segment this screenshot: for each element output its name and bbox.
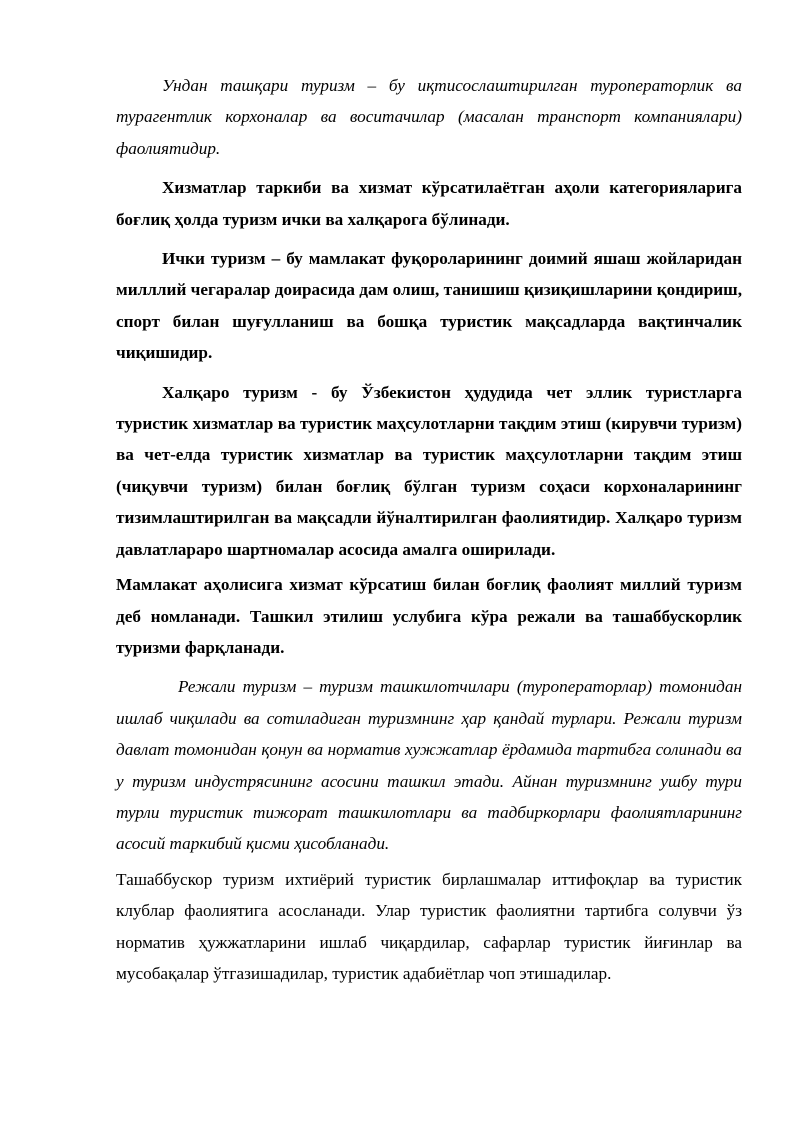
paragraph-international-tourism: Халқаро туризм - бу Ўзбекистон ҳудудида чет эллик туристларга туристик хизматлар ва туристик маҳсулотларни тақдим этиш (кирувчи туризм) ва чет-елда туристик хизматлар ва туристик маҳсулотларни тақдим этиш (чиқувчи туризм) билан боғлиқ бўлган туризм соҳаси корхоналарининг тизимлаштирилган ва мақсадли йўналтирилган фаолиятидир. Халқаро туризм давлатлараро шартномалар асосида амалга оширилади. xyxy=(116,382,742,559)
paragraph-domestic-tourism: Ички туризм – бу мамлакат фуқороларининг доимий яшаш жойларидан милллий чегаралар доирасида дам олиш, танишиш қизиқишларини қондириш, спорт билан шуғулланиш ва бошқа туристик мақсадларда вақтинчалик чиқишидир. xyxy=(116,249,742,363)
document-page xyxy=(116,70,742,989)
paragraph-planned-tourism: Режали туризм – туризм ташкилотчилари (туроператорлар) томонидан ишлаб чиқилади ва сотиладиган туризмнинг ҳар қандай турлари. Режали туризм давлат томонидан қонун ва норматив хужжатлар ёрдамида тартибга солинади ва у туризм индустрясининг асосини ташкил этади. Айнан туризмнинг ушбу тури турли туристик тижорат ташкилотлари ва тадбиркорлари фаолиятларининг асосий таркибий қисми ҳисобланади. xyxy=(116,677,742,854)
paragraph-national-tourism: Мамлакат аҳолисига хизмат кўрсатиш билан боғлиқ фаолият миллий туризм деб номланади. Ташкил этилиш услубига кўра режали ва ташаббускорлик туризми фарқланади. xyxy=(116,575,742,657)
paragraph-initiative-tourism: Ташаббускор туризм ихтиёрий туристик бирлашмалар иттифоқлар ва туристик клублар фаолиятига асосланади. Улар туристик фаолиятни тартибга солувчи ўз норматив ҳужжатларини ишлаб чиқардилар, сафарлар туристик йиғинлар ва мусобақалар ўтгазишадилар, туристик адабиётлар чоп этишадилар. xyxy=(116,869,742,983)
paragraph-tourism-classification: Хизматлар таркиби ва хизмат кўрсатилаётган аҳоли категорияларига боғлиқ ҳолда туризм ички ва халқарога бўлинади. xyxy=(116,178,742,229)
paragraph-tourism-intro: Ундан ташқари туризм – бу иқтисослаштирилган туроператорлик ва турагентлик корхоналар ва воситачилар (масалан транспорт компаниялари) фаолиятидир. xyxy=(116,76,742,158)
